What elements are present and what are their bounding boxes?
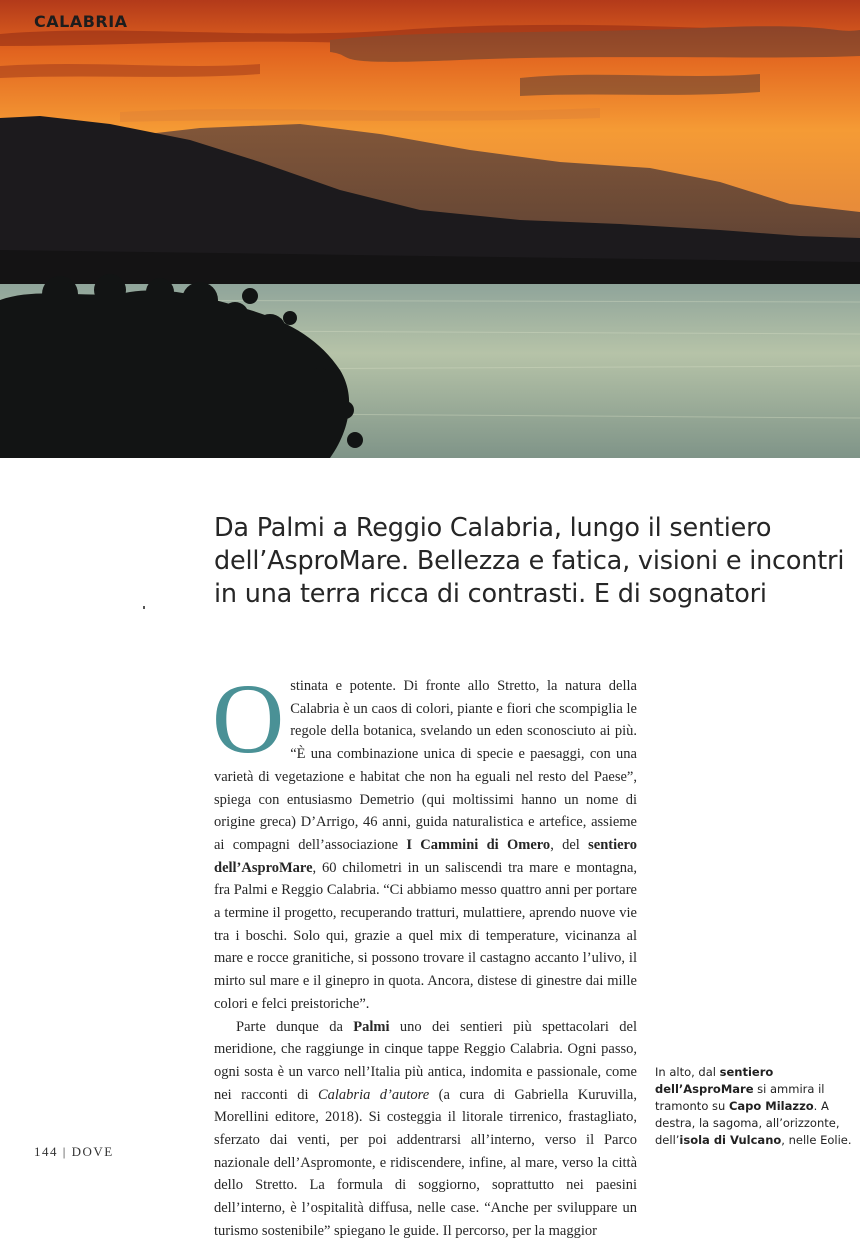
standfirst-line: Da Palmi a Reggio Calabria, lungo il sentiero bbox=[214, 513, 772, 543]
article-body bbox=[212, 663, 638, 1243]
sunset-landscape-image bbox=[0, 0, 860, 458]
standfirst-line: dell’AsproMare. Bellezza e fatica, visioni e incontri bbox=[214, 546, 845, 576]
standfirst-line: in una terra ricca di contrasti. E di sognatori bbox=[214, 579, 767, 609]
section-label: CALABRIA bbox=[34, 12, 128, 31]
paragraph-1: Ostinata e potente. Di fronte allo Stretto, la natura della Calabria è un caos di colori, piante e fiori che scompiglia le regole della botanica, svelando un eden sconosciuto ai più. “È una combinazione unica di specie e paesaggi, con una varietà di vegetazione e habitat che non ha eguali nel resto del Paese”, spiega con entusiasmo Demetrio (qui moltissimi hanno un nome di origine greca) D’Arrigo, 46 anni, guida naturalistica e artefice, assieme ai compagni dell’associazione I Cammini di Omero, del sentiero dell’AsproMare, 60 chilometri in un saliscendi tra mare e montagna, fra Palmi e Reggio Calabria. “Ci abbiamo messo quattro anni per portare a termine il progetto, recuperando tratturi, mulattiere, aprendo nuove vie tra i boschi. Solo qui, grazie a quel mix di temperature, vicinanza al mare e rocce granitiche, si possono trovare il castagno accanto l’ulivo, il mirto sul mare e il ginepro in quota. Ancora, distese di ginestre dai mille colori e felci preistoriche”. bbox=[212, 663, 637, 1012]
print-speck bbox=[143, 606, 145, 609]
book-title: Calabria d’autore bbox=[317, 1086, 430, 1103]
drop-cap: O bbox=[212, 663, 285, 774]
trail-name: sentiero dell’AsproMare bbox=[214, 836, 637, 876]
town-name: Palmi bbox=[353, 1018, 390, 1035]
article-standfirst bbox=[214, 512, 854, 611]
paragraph-2: Parte dunque da Palmi uno dei sentieri più spettacolari del meridione, che raggiunge in cinque tappe Reggio Calabria. Ogni passo, ogni sosta è un varco nell’Italia più antica, indomita e passionale, come nei racconti di Calabria d’autore (a cura di Gabriella Kuruvilla, Morellini editore, 2018). Si costeggia il litorale tirrenico, frastagliato, sferzato dai venti, per poi addentrarsi all’interno, verso il Parco nazionale dell’Aspromonte, e ridiscendere, infine, al mare, verso la città dello Stretto. La formula di soggiorno, soprattutto nei paesini dell’interno, è l’ospitalità diffusa, nelle case. “Anche per sviluppare un turismo sostenibile” spiegano le guide. Il percorso, per la maggior bbox=[214, 1018, 638, 1239]
hero-photo bbox=[0, 0, 860, 458]
page-folio: 144 | DOVE bbox=[34, 1144, 114, 1159]
photo-caption: In alto, dal sentiero dell’AsproMare si ammira il tramonto su Capo Milazzo. A destra, la sagoma, all’orizzonte, dell’isola di Vulcano, nelle Eolie. bbox=[655, 1065, 852, 1147]
association-name: I Cammini di Omero bbox=[406, 836, 551, 853]
